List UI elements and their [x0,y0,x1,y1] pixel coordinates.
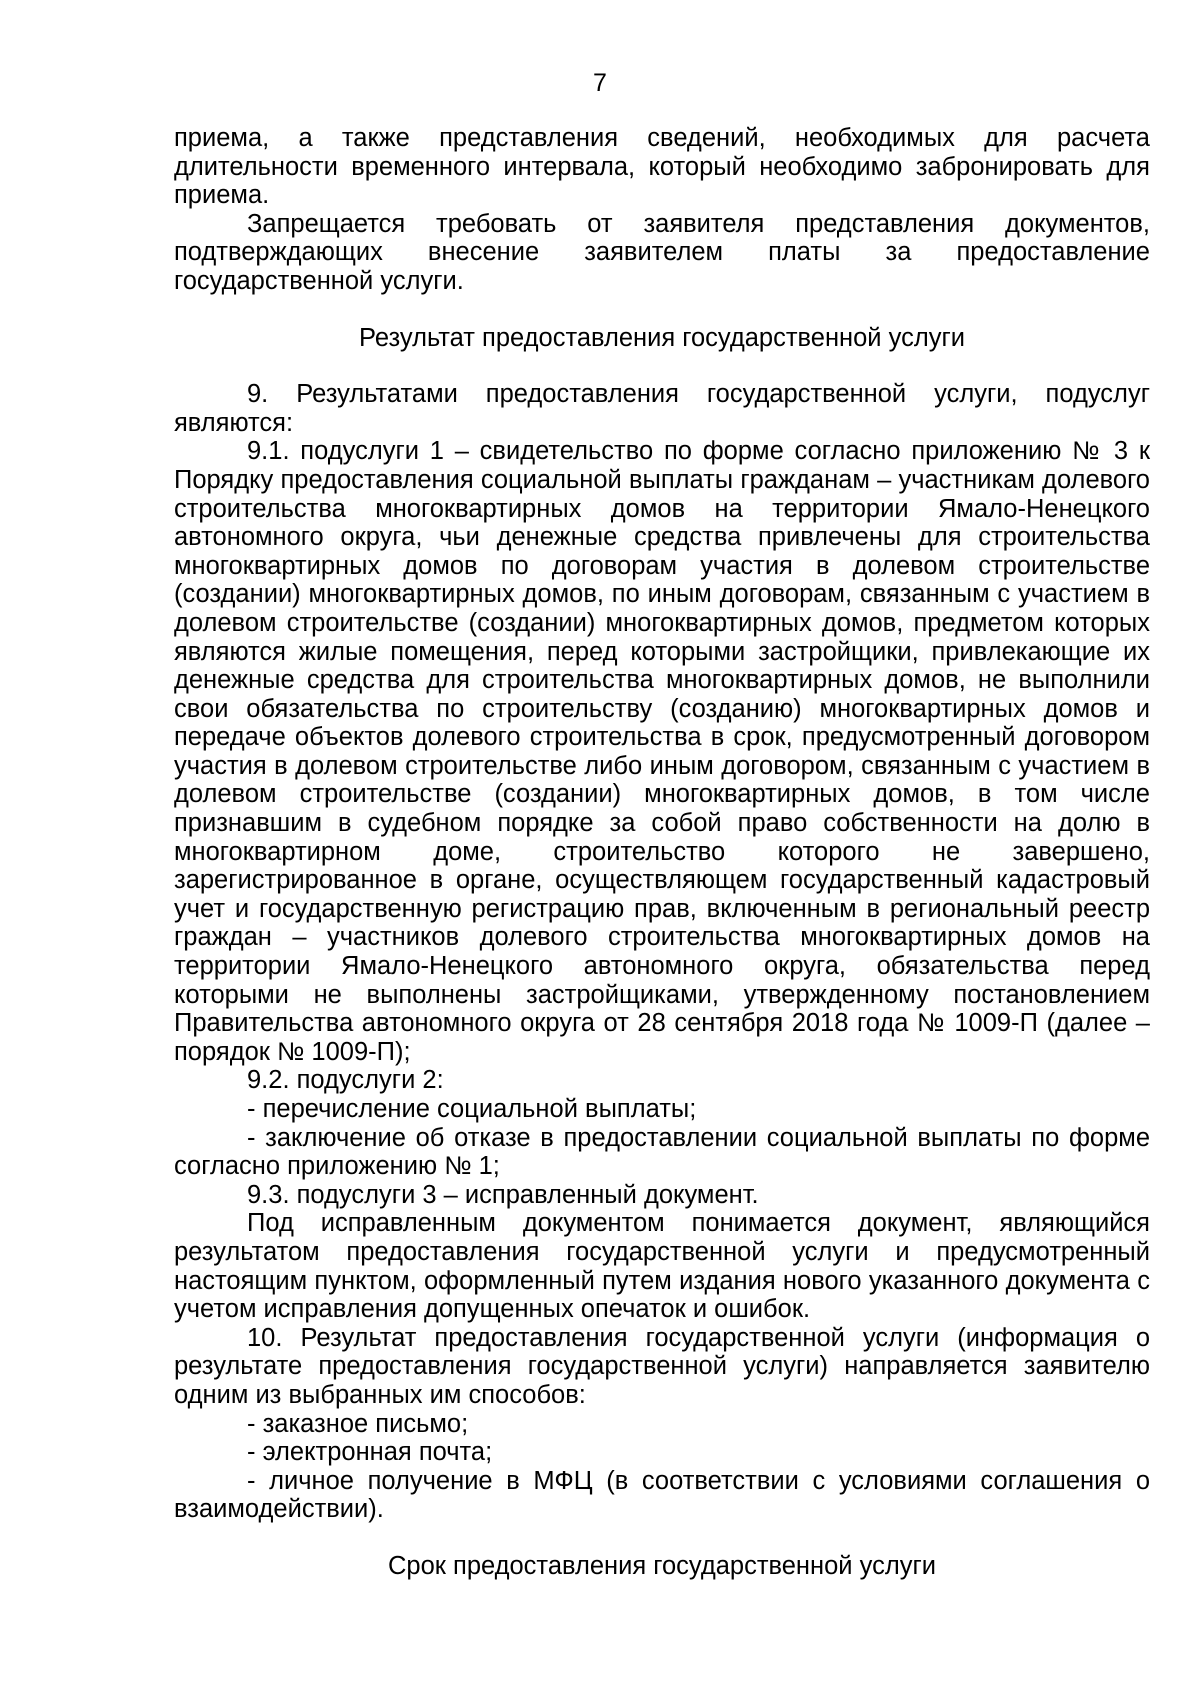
list-item-email: - электронная почта; [247,1438,493,1467]
section-heading-result: Результат предоставления государственной услуги [358,323,966,352]
section-heading-term: Срок предоставления государственной услуги [387,1551,936,1580]
paragraph-payment-prohibition: Запрещается требовать от заявителя представления документов, подтверждающих внесение заявителем платы за предоставление государственной услуги. [174,209,1150,295]
paragraph-item-9-2: 9.2. подуслуги 2: [247,1066,444,1095]
list-item-transfer: - перечисление социальной выплаты; [247,1095,697,1123]
list-item-mfc: - личное получение в МФЦ (в соответствии с условиями соглашения о взаимодействии). [174,1466,1150,1524]
list-item-registered-letter: - заказное письмо; [247,1409,469,1438]
paragraph-item-9: 9. Результатами предоставления государственной услуги, подуслуг являются: [174,380,1150,437]
paragraph-reception-continuation: приема, а также представления сведений, необходимых для расчета длительности временного интервала, который необходимо забронировать для приема. [174,124,1150,210]
paragraph-corrected-document: Под исправленным документом понимается документ, являющийся результатом предоставления государственной услуги и предусмотренный настоящим пунктом, оформленный путем издания нового указанного документа с учетом исправления допущенных опечаток и ошибок. [174,1209,1150,1324]
list-item-refusal: - заключение об отказе в предоставлении социальной выплаты по форме согласно приложению № 1; [174,1123,1150,1181]
paragraph-item-9-1: 9.1. подуслуги 1 – свидетельство по форме согласно приложению № 3 к Порядку предоставления социальной выплаты гражданам – участникам долевого строительства многоквартирных домов на территории Ямало-Ненецкого автономного округа, чьи денежные средства привлечены для строительства многоквартирных домов по договорам участия в долевом строительстве (создании) многоквартирных домов, по иным договорам, связанным с участием в долевом строительстве (создании) многоквартирных домов, предметом которых являются жилые помещения, перед которыми застройщики, привлекающие их денежные средства для строительства многоквартирных домов, не выполнили свои обязательства по строительству (созданию) многоквартирных домов и передаче объектов долевого строительства в срок, предусмотренный договором участия в долевом строительстве либо иным договором, связанным с участием в долевом строительстве (создании) многоквартирных домов, в том числе признавшим в судебном порядке за собой право собственности на долю в многоквартирном доме, строительство которого не завершено, зарегистрированное в органе, осуществляющем государственный кадастровый учет и государственную регистрацию прав, включенным в региональный реестр граждан – участников долевого строительства многоквартирных домов на территории Ямало-Ненецкого автономного округа, обязательства перед которыми не выполнены застройщиками, утвержденному постановлением Правительства автономного округа от 28 сентября 2018 года № 1009-П (далее – порядок № 1009-П); [174,437,1150,1066]
document-body [174,124,1150,1581]
page-number: 7 [593,69,607,97]
paragraph-item-9-3: 9.3. подуслуги 3 – исправленный документ. [247,1180,759,1209]
paragraph-item-10: 10. Результат предоставления государственной услуги (информация о результате предоставления государственной услуги) направляется заявителю одним из выбранных им способов: [174,1323,1150,1409]
